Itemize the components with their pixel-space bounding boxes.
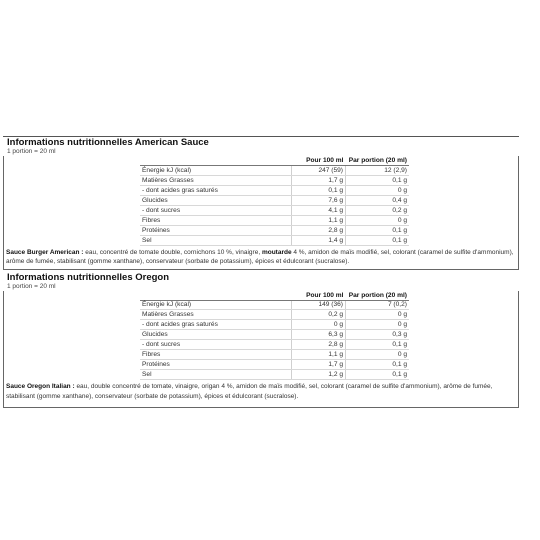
- value-per-portion: 0,1 g: [346, 235, 410, 245]
- value-per-100ml: 7,6 g: [292, 195, 346, 205]
- header-per-portion: Par portion (20 ml): [346, 156, 410, 166]
- ingredients-list-part: eau, double concentré de tomate, vinaigre, origan 4 %, amidon de maïs modifié, sel, colorant (caramel de sulfite d'ammonium), arôme de fumée, stabilisant (gomme xanthane), conservateur (sorbate de potassium), épices et édulcorant (sucralose).: [6, 383, 493, 400]
- section-american: [3, 136, 519, 270]
- row-label: Fibres: [140, 215, 292, 225]
- value-per-100ml: 0,1 g: [292, 185, 346, 195]
- row-label: Matières Grasses: [140, 175, 292, 185]
- row-label: - dont acides gras saturés: [140, 320, 292, 330]
- row-label: Énergie kJ (kcal): [140, 300, 292, 310]
- row-label: Fibres: [140, 350, 292, 360]
- row-label: Protéines: [140, 360, 292, 370]
- value-per-100ml: 2,8 g: [292, 340, 346, 350]
- section-oregon: [3, 272, 519, 409]
- row-label: Glucides: [140, 330, 292, 340]
- value-per-portion: 0 g: [346, 215, 410, 225]
- section-title: Informations nutritionnelles American Sauce: [7, 137, 209, 148]
- ingredients-text: [4, 380, 518, 407]
- value-per-portion: 0,1 g: [346, 340, 410, 350]
- nutrition-table: [140, 291, 409, 381]
- nutrition-document: [3, 136, 519, 408]
- value-per-portion: 0 g: [346, 350, 410, 360]
- value-per-portion: 7 (0,2): [346, 300, 410, 310]
- value-per-portion: 0,3 g: [346, 330, 410, 340]
- value-per-portion: 0 g: [346, 320, 410, 330]
- table-row: [140, 330, 409, 340]
- table-row: [140, 310, 409, 320]
- value-per-portion: 0,1 g: [346, 225, 410, 235]
- value-per-portion: 0 g: [346, 185, 410, 195]
- row-label: - dont sucres: [140, 205, 292, 215]
- value-per-100ml: 1,1 g: [292, 350, 346, 360]
- table-row: [140, 215, 409, 225]
- table-row: [140, 205, 409, 215]
- ingredients-product-name: Sauce Oregon Italian :: [6, 383, 75, 390]
- header-per-100ml: Pour 100 ml: [292, 156, 346, 166]
- portion-size: 1 portion = 20 ml: [7, 148, 56, 155]
- row-label: Sel: [140, 370, 292, 380]
- value-per-100ml: 1,7 g: [292, 360, 346, 370]
- value-per-portion: 0,1 g: [346, 370, 410, 380]
- row-label: Matières Grasses: [140, 310, 292, 320]
- table-row: [140, 166, 409, 176]
- value-per-100ml: 1,2 g: [292, 370, 346, 380]
- table-row: [140, 185, 409, 195]
- value-per-100ml: 4,1 g: [292, 205, 346, 215]
- portion-size: 1 portion = 20 ml: [7, 282, 56, 290]
- row-label: - dont sucres: [140, 340, 292, 350]
- ingredients-list-part: 4 %, amidon de maïs modifié, sel, colorant (caramel de sulfite d'ammonium), arôme de fumée, stabilisant (gomme xanthane), conservateur (sorbate de potassium), épices et édulcorant (sucralose).: [6, 248, 514, 265]
- ingredients-allergen: moutarde: [261, 248, 292, 256]
- value-per-portion: 0 g: [346, 310, 410, 320]
- table-row: [140, 235, 409, 245]
- table-row: [140, 370, 409, 380]
- value-per-portion: 0,2 g: [346, 205, 410, 215]
- value-per-100ml: 0 g: [292, 320, 346, 330]
- value-per-portion: 0,4 g: [346, 195, 410, 205]
- value-per-100ml: 2,8 g: [292, 225, 346, 235]
- value-per-100ml: 0,2 g: [292, 310, 346, 320]
- table-row: [140, 175, 409, 185]
- row-label: Énergie kJ (kcal): [140, 166, 292, 176]
- value-per-100ml: 247 (59): [292, 166, 346, 176]
- table-row: [140, 225, 409, 235]
- table-row: [140, 360, 409, 370]
- table-row: [140, 320, 409, 330]
- row-label: Glucides: [140, 195, 292, 205]
- ingredients-text: [4, 246, 518, 269]
- table-row: [140, 300, 409, 310]
- nutrition-box: [3, 156, 519, 270]
- header-per-100ml: Pour 100 ml: [292, 291, 346, 301]
- section-title: Informations nutritionnelles Oregon: [7, 271, 170, 283]
- nutrition-box: [3, 291, 519, 409]
- header-per-portion: Par portion (20 ml): [346, 291, 410, 301]
- ingredients-product-name: Sauce Burger American :: [6, 248, 84, 256]
- value-per-portion: 0,1 g: [346, 175, 410, 185]
- value-per-100ml: 1,7 g: [292, 175, 346, 185]
- row-label: Protéines: [140, 225, 292, 235]
- ingredients-list-part: eau, concentré de tomate double, cornichons 10 %, vinaigre,: [83, 248, 262, 256]
- table-row: [140, 340, 409, 350]
- table-row: [140, 350, 409, 360]
- table-row: [140, 195, 409, 205]
- nutrition-table: [140, 156, 409, 246]
- row-label: - dont acides gras saturés: [140, 185, 292, 195]
- value-per-portion: 0,1 g: [346, 360, 410, 370]
- value-per-100ml: 6,3 g: [292, 330, 346, 340]
- value-per-portion: 12 (2,9): [346, 166, 410, 176]
- value-per-100ml: 149 (36): [292, 300, 346, 310]
- value-per-100ml: 1,4 g: [292, 235, 346, 245]
- row-label: Sel: [140, 235, 292, 245]
- value-per-100ml: 1,1 g: [292, 215, 346, 225]
